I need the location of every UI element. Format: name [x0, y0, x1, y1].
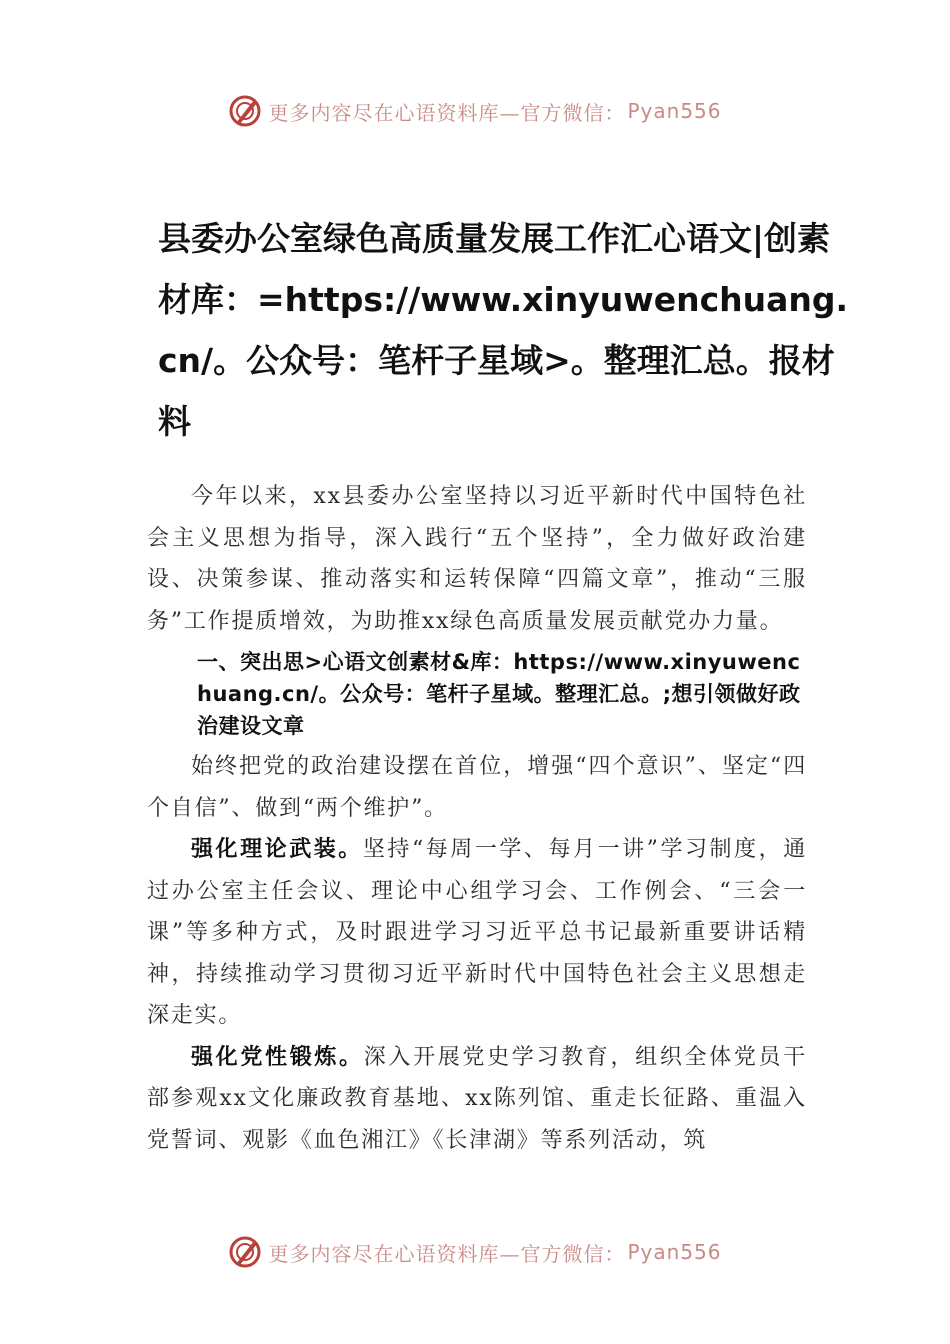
document-body [147, 476, 807, 1161]
banner-wechat-id: Pyan556 [627, 99, 722, 123]
quill-seal-icon [228, 94, 262, 128]
document-title: 县委办公室绿色高质量发展工作汇心语文|创素材库：=https://www.xinyuwenchuang.cn/。公众号：笔杆子星域>。整理汇总。报材料 [158, 219, 849, 441]
banner-text: 更多内容尽在心语资料库—官方微信： [268, 100, 626, 125]
quill-seal-icon [228, 1235, 262, 1269]
section-paragraph [147, 829, 807, 1037]
section-paragraph [147, 1037, 807, 1162]
header-banner [0, 94, 950, 128]
paragraph-text: 深入开展党史学习教育，组织全体党员干部参观xx文化廉政教育基地、xx陈列馆、重走长征路、重温入党誓词、观影《血色湘江》《长津湖》等系列活动，筑 [147, 1044, 807, 1153]
intro-paragraph: 今年以来，xx县委办公室坚持以习近平新时代中国特色社会主义思想为指导，深入践行“五个坚持”，全力做好政治建设、决策参谋、推动落实和运转保障“四篇文章”，推动“三服务”工作提质增效，为助推xx绿色高质量发展贡献党办力量。 [147, 484, 807, 634]
paragraph-text: 坚持“每周一学、每月一讲”学习制度，通过办公室主任会议、理论中心组学习会、工作例会、“三会一课”等多种方式，及时跟进学习习近平总书记最新重要讲话精神，持续推动学习贯彻习近平新时代中国特色社会主义思想走深走实。 [147, 837, 807, 1028]
footer-banner [0, 1235, 950, 1269]
section-paragraph: 始终把党的政治建设摆在首位，增强“四个意识”、坚定“四个自信”、做到“两个维护”。 [147, 754, 807, 821]
paragraph-lead: 强化理论武装。 [191, 836, 363, 862]
banner-wechat-id: Pyan556 [627, 1240, 722, 1264]
paragraph-lead: 强化党性锻炼。 [191, 1043, 364, 1070]
banner-text: 更多内容尽在心语资料库—官方微信： [268, 1241, 626, 1266]
section-heading: 一、突出思>心语文创素材&库：https://www.xinyuwenchuang.cn/。公众号：笔杆子星域。整理汇总。;想引领做好政治建设文章 [197, 650, 801, 738]
